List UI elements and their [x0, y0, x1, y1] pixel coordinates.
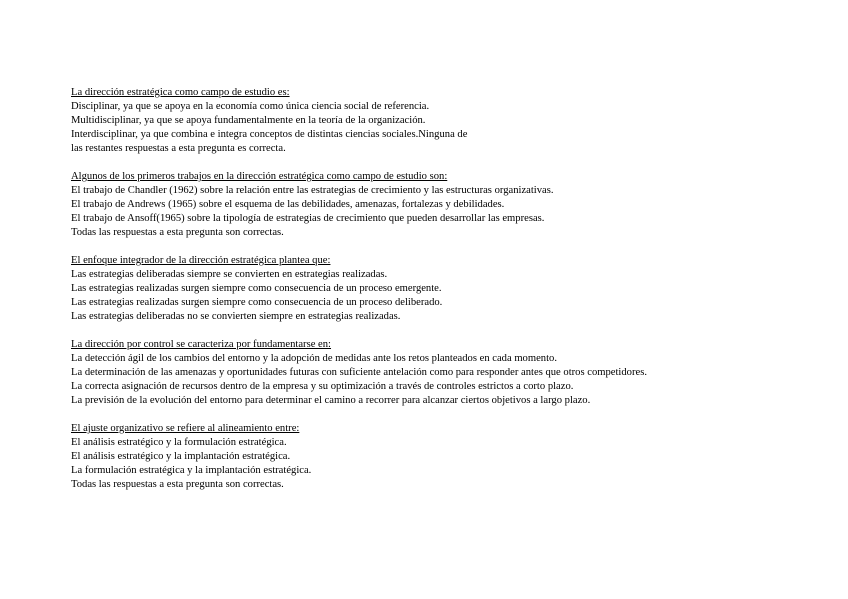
answer-option: Interdisciplinar, ya que combina e integra conceptos de distintas ciencias sociales.Ninguna de: [71, 129, 468, 140]
answer-option: Todas las respuestas a esta pregunta son correctas.: [71, 479, 284, 490]
question-title: El ajuste organizativo se refiere al alineamiento entre:: [71, 423, 300, 434]
question-title: Algunos de los primeros trabajos en la dirección estratégica como campo de estudio son:: [71, 171, 448, 182]
answer-option: El trabajo de Chandler (1962) sobre la relación entre las estrategias de crecimiento y las estructuras organizativas.: [71, 185, 554, 196]
question-title: La dirección estratégica como campo de estudio es:: [71, 87, 290, 98]
answer-option: Las estrategias realizadas surgen siempre como consecuencia de un proceso deliberado.: [71, 297, 443, 308]
question-block-3: [71, 254, 771, 324]
answer-option: La formulación estratégica y la implantación estratégica.: [71, 465, 312, 476]
answer-option: Las estrategias deliberadas no se convierten siempre en estrategias realizadas.: [71, 311, 401, 322]
answer-option: La correcta asignación de recursos dentro de la empresa y su optimización a través de controles estrictos a corto plazo.: [71, 381, 574, 392]
question-block-4: [71, 338, 771, 408]
answer-option: Multidisciplinar, ya que se apoya fundamentalmente en la teoría de la organización.: [71, 115, 426, 126]
question-block-2: [71, 170, 771, 240]
question-block-5: [71, 422, 771, 492]
document-page: [71, 86, 771, 506]
answer-option: Las estrategias deliberadas siempre se convierten en estrategias realizadas.: [71, 269, 388, 280]
answer-option: El trabajo de Andrews (1965) sobre el esquema de las debilidades, amenazas, fortalezas y debilidades.: [71, 199, 505, 210]
answer-option: La previsión de la evolución del entorno para determinar el camino a recorrer para alcanzar ciertos objetivos a largo plazo.: [71, 395, 591, 406]
answer-option: La determinación de las amenazas y oportunidades futuras con suficiente antelación como para responder antes que otros competidores.: [71, 367, 647, 378]
question-title: El enfoque integrador de la dirección estratégica plantea que:: [71, 255, 331, 266]
answer-option: Todas las respuestas a esta pregunta son correctas.: [71, 227, 284, 238]
question-block-1: [71, 86, 771, 156]
answer-option: El trabajo de Ansoff(1965) sobre la tipología de estrategias de crecimiento que pueden desarrollar las empresas.: [71, 213, 545, 224]
answer-option: Disciplinar, ya que se apoya en la economía como única ciencia social de referencia.: [71, 101, 430, 112]
answer-option: El análisis estratégico y la implantación estratégica.: [71, 451, 291, 462]
answer-option: El análisis estratégico y la formulación estratégica.: [71, 437, 287, 448]
answer-option: las restantes respuestas a esta pregunta es correcta.: [71, 143, 286, 154]
answer-option: Las estrategias realizadas surgen siempre como consecuencia de un proceso emergente.: [71, 283, 442, 294]
answer-option: La detección ágil de los cambios del entorno y la adopción de medidas ante los retos planteados en cada momento.: [71, 353, 557, 364]
question-title: La dirección por control se caracteriza por fundamentarse en:: [71, 339, 332, 350]
